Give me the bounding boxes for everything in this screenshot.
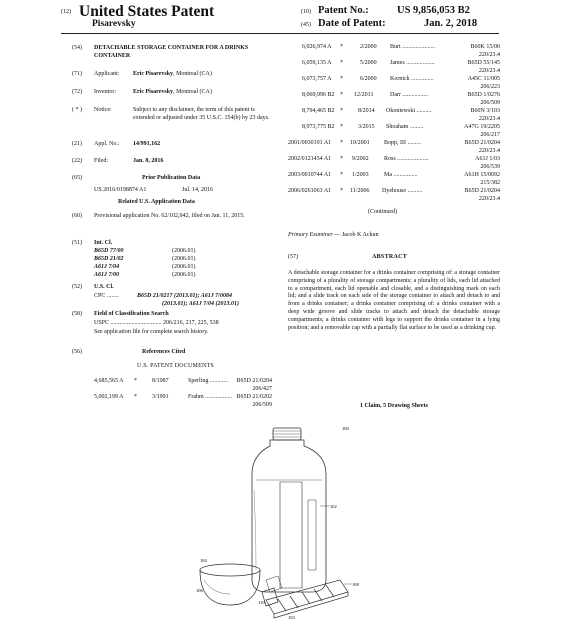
reference-row (288, 140, 500, 156)
code-21: (21) (72, 141, 82, 147)
ref-class: A61J 1/03 (475, 156, 500, 162)
left-column (0, 0, 290, 420)
ref-class-secondary: 220/23.4 (478, 115, 500, 122)
code-52: (52) (72, 284, 82, 290)
ref-class-secondary: 206/509 (480, 99, 500, 106)
date-of-patent: Jan. 2, 2018 (424, 18, 478, 29)
int-cl-version: (2006.01) (172, 272, 196, 278)
kind-code-12: (12) (61, 9, 71, 15)
references-heading: References Cited (142, 349, 186, 355)
ref-inventor: Sperling ............ (188, 378, 228, 384)
code-54: (54) (72, 45, 82, 51)
fig-label: 100 (342, 426, 349, 431)
us-patent-docs-heading: U.S. PATENT DOCUMENTS (137, 363, 214, 369)
patent-title: DETACHABLE STORAGE CONTAINER FOR A DRINKS CONTAINER (94, 45, 249, 59)
abstract-text: A detachable storage container for a drinks container comprising of: a storage container comprising of a plurality of storage compartments; a plurality of lids, each lid attached to a compartment, each lid openable and closable, and a distinguishing mark on each lid; and a slide track on each side of the storage container to attach and detach to and from a drinks container; a drinks container comprising of: a drinks container with a deep wide groove and slide tracks to attach and detach the detachable storage compartments; a drinks container with legs to support the drinks container in a lying position; and a removable cap with a partially flat surface to be used as a drinking cup. (288, 270, 500, 331)
ref-number: 8,794,465 B2 (302, 108, 335, 114)
related-data-heading: Related U.S. Application Data (118, 199, 195, 205)
ref-number: 6,026,974 A (302, 44, 332, 50)
ref-class: B60N 3/103 (470, 108, 500, 114)
ref-class-secondary: 206/217 (480, 131, 500, 138)
applicant-name: Eric Pisarevsky (133, 71, 174, 77)
ref-class: B65D 55/145 (467, 60, 500, 66)
reference-row (94, 378, 272, 394)
ref-inventor: Bopp, III ......... (384, 140, 421, 146)
int-cl-class: B65D 77/00 (94, 248, 124, 254)
ref-class: A47G 19/2205 (464, 124, 500, 130)
ref-star: * (134, 394, 137, 400)
ref-date: 2/2000 (360, 44, 377, 50)
reference-row (288, 124, 500, 140)
ref-inventor: Ross ..................... (384, 156, 429, 162)
ref-star: * (340, 188, 343, 194)
ref-inventor: James ................... (390, 60, 435, 66)
ref-star: * (340, 44, 343, 50)
int-cl-version: (2006.01) (172, 264, 196, 270)
ref-class: B60K 15/00 (470, 44, 500, 50)
ref-number: 2003/0010744 A1 (288, 172, 332, 178)
code-60: (60) (72, 213, 82, 219)
search-history-note: See application file for complete search history. (94, 329, 209, 335)
int-cl-version: (2006.01) (172, 256, 196, 262)
ref-star: * (134, 378, 137, 384)
ref-inventor: Okoniewski .......... (386, 108, 432, 114)
inventor-name: Eric Pisarevsky (133, 89, 174, 95)
ref-star: * (340, 60, 343, 66)
int-cl-class: A61J 7/00 (94, 272, 120, 278)
prior-pub-date: Jul. 14, 2016 (182, 187, 214, 193)
cpc-label: CPC ........ (94, 293, 119, 299)
code-57: (57) (288, 254, 298, 260)
document-title: United States Patent (79, 3, 215, 20)
filed-date: Jan. 8, 2016 (133, 158, 164, 164)
patent-drawing (170, 420, 410, 620)
examiner-name: — Jacob K Ackun (334, 232, 379, 238)
inventor-header: Pisarevsky (92, 19, 136, 29)
appl-no: 14/991,162 (133, 141, 161, 147)
reference-row (288, 108, 500, 124)
ref-number: 2001/0030191 A1 (288, 140, 332, 146)
ref-star: * (340, 108, 343, 114)
ref-date: 8/2014 (358, 108, 375, 114)
ref-class: B65D 21/0204 (236, 378, 272, 384)
ref-date: 3/1991 (152, 394, 169, 400)
int-cl-class: A61J 7/04 (94, 264, 120, 270)
ref-class-secondary: 215/382 (480, 179, 500, 186)
ref-class-secondary: 206/427 (252, 385, 272, 392)
ref-inventor: Dyehouse .......... (382, 188, 423, 194)
ref-inventor: Darr ................. (390, 92, 428, 98)
continued-note: (Continued) (368, 209, 397, 215)
fig-label: 104 (200, 558, 207, 563)
ref-class-secondary: 206/223 (480, 83, 500, 90)
code-22: (22) (72, 158, 82, 164)
ref-number: 8,069,996 B2 (302, 92, 335, 98)
ref-class-secondary: 206/539 (480, 163, 500, 170)
int-cl-label: Int. Cl. (94, 240, 113, 246)
prior-pub-number: US 2016/0198874 A1 (94, 187, 147, 193)
filed-label: Filed: (94, 158, 109, 164)
fig-label: 106 (196, 588, 203, 593)
date-of-patent-label: Date of Patent: (318, 18, 386, 29)
int-cl-version: (2006.01) (172, 248, 196, 254)
ref-star: * (340, 124, 343, 130)
abstract-heading: ABSTRACT (372, 254, 408, 260)
ref-number: 8,973,775 B2 (302, 124, 335, 130)
code-58: (58) (72, 311, 82, 317)
us-cl-label: U.S. Cl. (94, 284, 114, 290)
ref-date: 3/2015 (358, 124, 375, 130)
ref-date: 11/2006 (350, 188, 370, 194)
patent-number: US 9,856,053 B2 (397, 5, 470, 16)
ref-class: B65D 21/0204 (464, 188, 500, 194)
notice-label: Notice: (94, 107, 112, 113)
ref-date: 12/2011 (354, 92, 374, 98)
applicant-label: Applicant: (94, 71, 120, 77)
examiner-label: Primary Examiner (288, 232, 333, 238)
ref-number: 2006/0261063 A1 (288, 188, 332, 194)
ref-date: 5/2000 (360, 60, 377, 66)
ref-inventor: Burt ...................... (390, 44, 436, 50)
bottle-drawing (252, 428, 326, 592)
code-71: (71) (72, 71, 82, 77)
fig-label: 103 (288, 615, 295, 620)
fig-label: 108 (352, 582, 359, 587)
ref-date: 8/1987 (152, 378, 169, 384)
right-references (288, 44, 500, 204)
ref-class-secondary: 220/23.4 (478, 147, 500, 154)
ref-star: * (340, 172, 343, 178)
cup-drawing (200, 564, 260, 605)
ref-star: * (340, 92, 343, 98)
ref-star: * (340, 156, 343, 162)
ref-date: 1/2003 (352, 172, 369, 178)
ref-star: * (340, 76, 343, 82)
reference-row (288, 172, 500, 188)
inventor-label: Inventor: (94, 89, 116, 95)
ref-class: B65D 1/0276 (467, 92, 500, 98)
cpc-classes-line1: B65D 21/0217 (2013.01); A61J 7/0084 (137, 293, 232, 299)
fig-label: 110 (258, 600, 265, 605)
ref-inventor: Shoaham ......... (386, 124, 424, 130)
ref-star: * (340, 140, 343, 146)
ref-number: 5,002,199 A (94, 394, 124, 400)
reference-row (94, 394, 272, 410)
ref-class-secondary: 220/23.4 (478, 67, 500, 74)
appl-no-label: Appl. No.: (94, 141, 120, 147)
kind-code-10: (10) (301, 9, 311, 15)
kind-code-45: (45) (301, 22, 311, 28)
ref-date: 10/2001 (350, 140, 370, 146)
ref-inventor: Ma ................ (384, 172, 418, 178)
code-65: (65) (72, 175, 82, 181)
ref-class-secondary: 206/509 (252, 401, 272, 408)
applicant-location: , Montreal (CA) (173, 71, 212, 77)
reference-row (288, 60, 500, 76)
patent-number-label: Patent No.: (318, 5, 369, 16)
fig-label: 102 (330, 504, 337, 509)
ref-number: 4,685,565 A (94, 378, 124, 384)
code-56: (56) (72, 349, 82, 355)
code-51: (51) (72, 240, 82, 246)
notice-text: Subject to any disclaimer, the term of this patent is extended or adjusted under 35 U.S.C. 154(b) by 23 days. (133, 107, 270, 121)
ref-number: 6,073,757 A (302, 76, 332, 82)
ref-class: B65D 21/0202 (236, 394, 272, 400)
ref-inventor: Frahm .................. (188, 394, 233, 400)
uspc-line: USPC .................................. 206/216, 217, 225, 538 (94, 320, 219, 326)
reference-row (288, 188, 500, 204)
reference-row (288, 156, 500, 172)
reference-row (288, 44, 500, 60)
ref-class: A45C 11/005 (467, 76, 500, 82)
ref-class-secondary: 220/23.4 (478, 51, 500, 58)
prior-pub-heading: Prior Publication Data (142, 175, 201, 181)
ref-inventor: Kornick ............... (390, 76, 434, 82)
ref-number: 2002/0121454 A1 (288, 156, 332, 162)
int-cl-class: B65D 21/02 (94, 256, 124, 262)
ref-date: 9/2002 (352, 156, 369, 162)
reference-row (288, 92, 500, 108)
storage-container-drawing (262, 576, 348, 618)
ref-number: 6,059,135 A (302, 60, 332, 66)
ref-class: A61H 15/0092 (464, 172, 500, 178)
field-search-label: Field of Classification Search (94, 311, 169, 317)
ref-class: B65D 21/0204 (464, 140, 500, 146)
ref-date: 6/2000 (360, 76, 377, 82)
cpc-classes-line2: (2013.01); A61J 7/04 (2013.01) (162, 301, 239, 307)
code-notice: ( * ) (72, 107, 82, 113)
provisional-app: Provisional application No. 62/102,042, filed on Jan. 11, 2015. (94, 213, 245, 219)
inventor-location: , Montreal (CA) (173, 89, 212, 95)
code-72: (72) (72, 89, 82, 95)
ref-class-secondary: 220/23.4 (478, 195, 500, 202)
reference-row (288, 76, 500, 92)
claims-sheets: 1 Claim, 5 Drawing Sheets (360, 403, 428, 409)
